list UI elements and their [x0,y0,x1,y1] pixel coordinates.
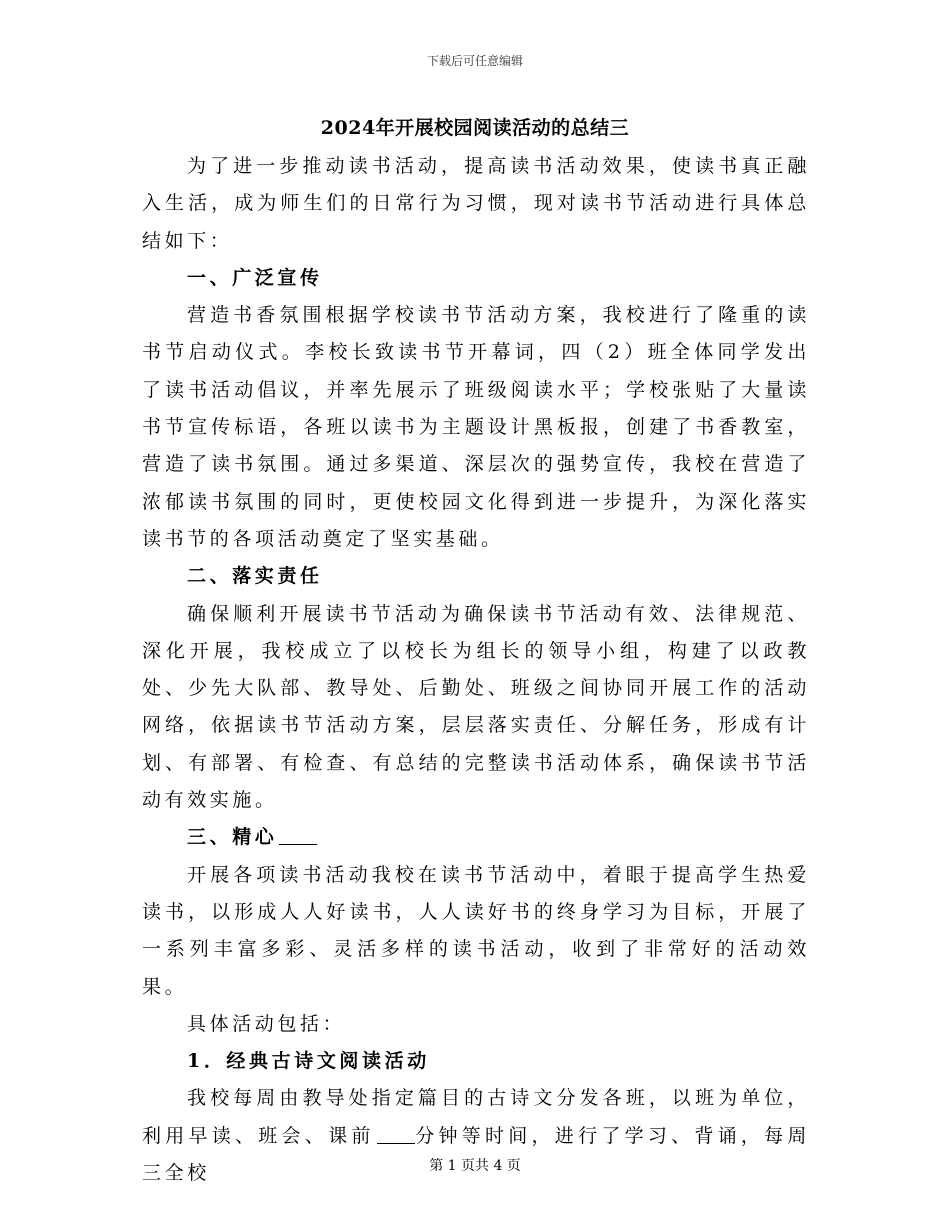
section-paragraph-2: 确保顺利开展读书节活动为确保读书节活动有效、法律规范、深化开展，我校成立了以校长为组长的领导小组，构建了以政教处、少先大队部、教导处、后勤处、班级之间协同开展工作的活动网络，依据读书节活动方案，层层落实责任、分解任务，形成有计划、有部署、有检查、有总结的完整读书活动体系，确保读书节活动有效实施。 [142,602,810,812]
fill-in-blank [377,1125,415,1144]
subsection-paragraph-1-part-a: 我校每周由教导处指定篇目的古诗文分发各班，以班为单位，利用早读、班会、课前 [142,1087,810,1147]
section-heading-3-text: 三、精心 [187,826,278,849]
document-body [142,148,810,1192]
document-title: 2024年开展校园阅读活动的总结三 [320,117,630,139]
activities-lead-paragraph: 具体活动包括： [187,1012,346,1035]
subsection-paragraph-1 [142,1080,810,1192]
fill-in-blank [279,826,317,845]
intro-paragraph: 为了进一步推动读书活动，提高读书活动效果，使读书真正融入生活，成为师生们的日常行为习惯，现对读书节活动进行具体总结如下： [142,155,810,252]
subsection-heading-1: 1．经典古诗文阅读活动 [187,1050,430,1073]
section-paragraph-1: 营造书香氛围根据学校读书节活动方案，我校进行了隆重的读书节启动仪式。李校长致读书节开幕词，四（2）班全体同学发出了读书活动倡议，并率先展示了班级阅读水平；学校张贴了大量读书节宣传标语，各班以读书为主题设计黑板报，创建了书香教室，营造了读书氛围。通过多渠道、深层次的强势宣传，我校在营造了浓郁读书氛围的同时，更使校园文化得到进一步提升，为深化落实读书节的各项活动奠定了坚实基础。 [142,304,810,550]
subsection-paragraph-1-part-b: 分钟等时间，进行了学习、背诵，每周三全校 [142,1124,810,1185]
page-header-note: 下载后可任意编辑 [426,54,523,68]
section-heading-1: 一、广泛宣传 [187,266,323,289]
section-heading-2: 二、落实责任 [187,565,323,588]
section-paragraph-3: 开展各项读书活动我校在读书节活动中，着眼于提高学生热爱读书，以形成人人好读书，人人读好书的终身学习为目标，开展了一系列丰富多彩、灵活多样的读书活动，收到了非常好的活动效果。 [142,863,810,998]
page-number-footer: 第 1 页共 4 页 [429,1158,521,1174]
section-heading-3 [142,819,810,856]
